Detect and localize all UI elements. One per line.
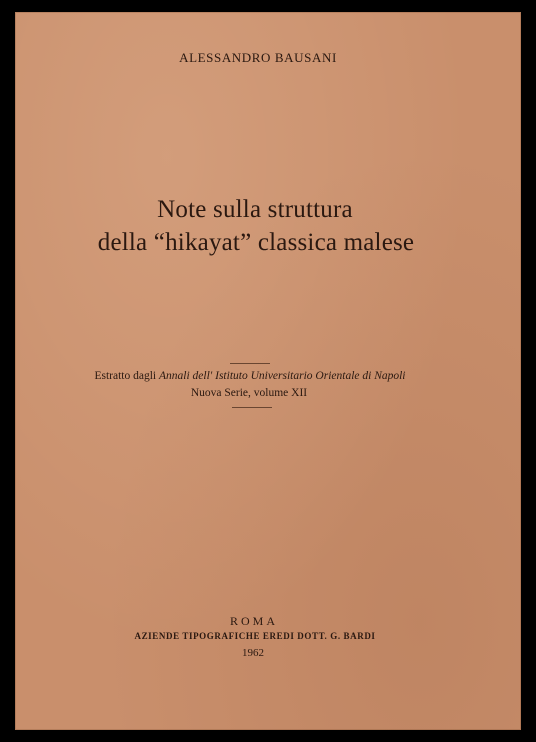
divider-bottom [232, 407, 272, 408]
extract-prefix: Estratto dagli [94, 370, 157, 382]
author-name: ALESSANDRO BAUSANI [179, 50, 337, 65]
journal-name: Annali dell' Istituto Universitario Orientale di Napoli [159, 370, 406, 382]
book-cover [15, 12, 521, 730]
publication-city: ROMA [229, 614, 278, 628]
publication-year: 1962 [242, 647, 264, 659]
title-line-2: della “hikayat” classica malese [97, 229, 415, 256]
printer-name: AZIENDE TIPOGRAFICHE EREDI DOTT. G. BARDI [134, 631, 376, 641]
extract-series: Nuova Serie, volume XII [190, 387, 308, 399]
extract-source-line [0, 370, 503, 382]
title-line-1: Note sulla struttura [157, 196, 353, 223]
divider-top [230, 363, 270, 364]
